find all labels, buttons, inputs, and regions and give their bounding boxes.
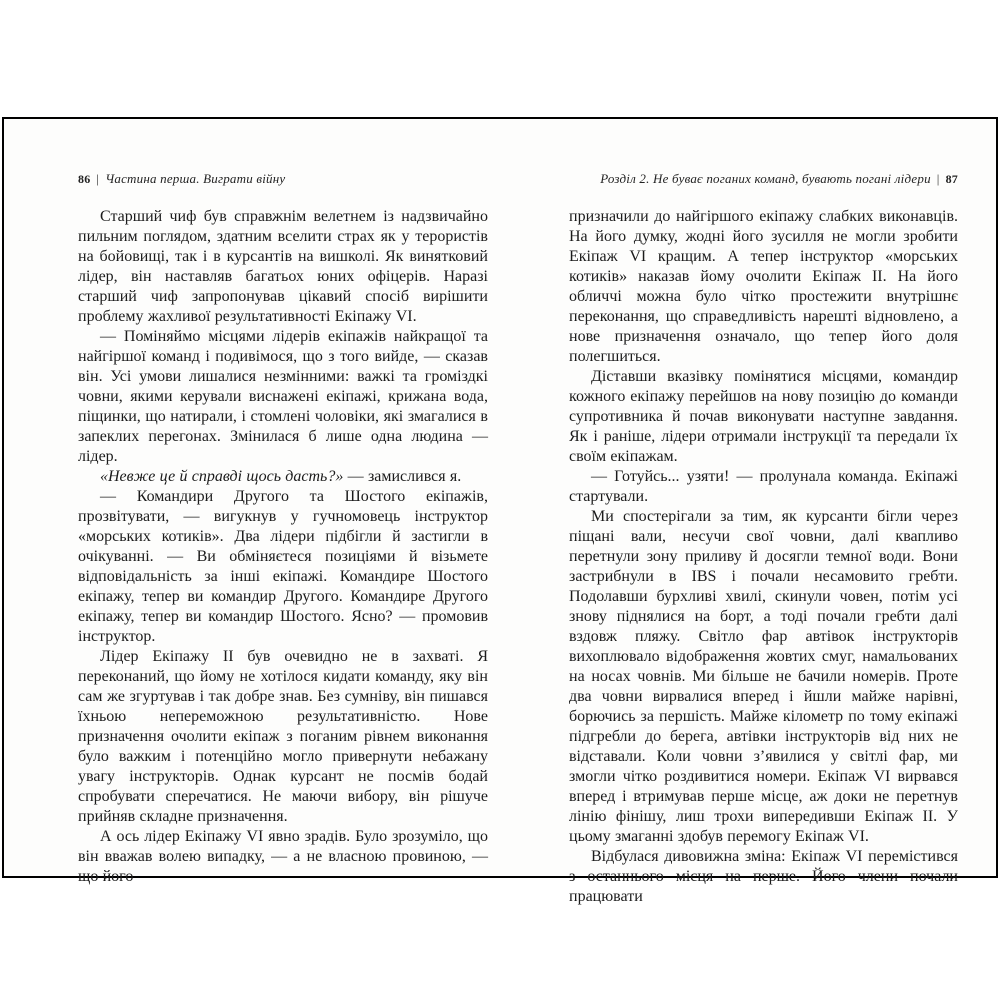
paragraph-segment: — Командири Другого та Шостого екіпажів, прозвітувати, — вигукнув у гучномовець інструктор «морських котиків». Два лідери підбігли й застигли в очікуванні. — Ви обміняєтеся позиціями й візьмете відповідальність за інші екіпажі. Командире Шостого екіпажу, тепер ви командир Другого. Командире Другого екіпажу, тепер ви командир Шостого. Ясно? — промовив інструктор. — [78, 488, 488, 645]
paragraph-segment: Лідер Екіпажу II був очевидно не в захваті. Я переконаний, що йому не хотілося кидати команду, яку він сам же згуртував і так добре знав. Без сумніву, він пишався їхньою непереможною результативністю. Нове призначення очолити екіпаж з поганим рівнем виконання було важким і потенційно могло привернути небажану увагу інструкторів. Однак курсант не посмів бодай спробувати сперечатися. Не маючи вибору, він рішуче прийняв складне призначення. — [78, 648, 488, 825]
header-separator: | — [936, 171, 940, 186]
page-right-text — [569, 207, 958, 907]
paragraph — [569, 367, 958, 467]
running-header-left-title: Частина перша. Виграти війну — [105, 171, 286, 186]
page-left-text — [78, 207, 488, 887]
paragraph-segment: — замислився я. — [343, 468, 462, 485]
paragraph — [78, 487, 488, 647]
paragraph — [78, 327, 488, 467]
paragraph — [569, 467, 958, 507]
paragraph — [78, 827, 488, 887]
paragraph — [78, 207, 488, 327]
paragraph-segment: Відбулася дивовижна зміна: Екіпаж VI перемістився з останнього місця на перше. Його члени почали працювати — [569, 848, 958, 905]
paragraph-segment: Старший чиф був справжнім велетнем із надзвичайно пильним поглядом, здатним вселити страх як у терористів на бойовищі, так і в курсантів на вишколі. Як винятковий лідер, він наставляв багатьох юних офіцерів. Наразі старший чиф запропонував цікавий спосіб вирішити проблему жахливої результативності Екіпажу VI. — [78, 208, 488, 325]
paragraph-segment: призначили до найгіршого екіпажу слабких виконавців. На його думку, жодні його зусилля не могли зробити Екіпаж VI кращим. А тепер інструктор «морських котиків» наказав йому очолити Екіпаж II. На його обличчі можна було чітко простежити внутрішнє переконання, що справедливість нарешті відновлено, а нове призначення означало, що тепер його доля полегшиться. — [569, 208, 958, 365]
paragraph-segment: Діставши вказівку помінятися місцями, командир кожного екіпажу перейшов на нову позицію до команди супротивника й почав виконувати наступне завдання. Як і раніше, лідери отримали інструкції та передали їх своїм екіпажам. — [569, 368, 958, 465]
paragraph-segment: Ми спостерігали за тим, як курсанти бігли через піщані вали, несучи свої човни, далі квапливо перетнули зону приливу й досягли темної води. Вони застрибнули в IBS і почали несамовито гребти. Подолавши бурхливі хвилі, скинули човен, потім усі знову піднялися на борт, а тоді почали гребти далі вздовж пляжу. Світло фар автівок інструкторів вихоплювало відображення жовтих смуг, намальованих на носах човнів. Ми більше не бачили номерів. Проте два човни вирвалися вперед і йшли майже нарівні, борючись за першість. Майже кілометр по тому екіпажі підгребли до берега, автівки інструкторів від них не відставали. Коли човни з’явилися у світлі фар, ми змогли чітко роздивитися номери. Екіпаж VI вирвався вперед і втримував перше місце, аж доки не перетнув лінію фінішу, лиш трохи випередивши Екіпаж II. У цьому змаганні здобув перемогу Екіпаж VI. — [569, 508, 958, 845]
book-page-frame — [2, 117, 998, 905]
running-header-right — [569, 171, 958, 187]
paragraph-segment: — Готуйсь... узяти! — пролунала команда. Екіпажі стартували. — [569, 468, 958, 505]
running-header-right-title: Розділ 2. Не буває поганих команд, бувають погані лідери — [600, 171, 931, 186]
paragraph-italic-segment: «Невже це й справді щось дасть?» — [100, 468, 344, 485]
header-separator: | — [96, 171, 100, 186]
paragraph — [78, 647, 488, 827]
page-number-right: 87 — [945, 172, 958, 186]
paragraph-segment: — Поміняймо місцями лідерів екіпажів найкращої та найгіршої команд і подивімося, що з того вийде, — сказав він. Усі умови лишалися незмінними: важкі та громіздкі човни, якими керували виснажені екіпажі, крижана вода, піщинки, що натирали, і стомлені чоловіки, які змагалися в запеклих перегонах. Змінилася б лише одна людина — лідер. — [78, 328, 488, 465]
paragraph — [569, 507, 958, 847]
paragraph — [569, 847, 958, 907]
page-number-left: 86 — [78, 172, 91, 186]
running-header-left — [78, 171, 488, 187]
paragraph — [78, 467, 488, 487]
paragraph-segment: А ось лідер Екіпажу VI явно зрадів. Було зрозуміло, що він вважав волею випадку, — а не власною провиною, — що його — [78, 828, 488, 885]
paragraph — [569, 207, 958, 367]
